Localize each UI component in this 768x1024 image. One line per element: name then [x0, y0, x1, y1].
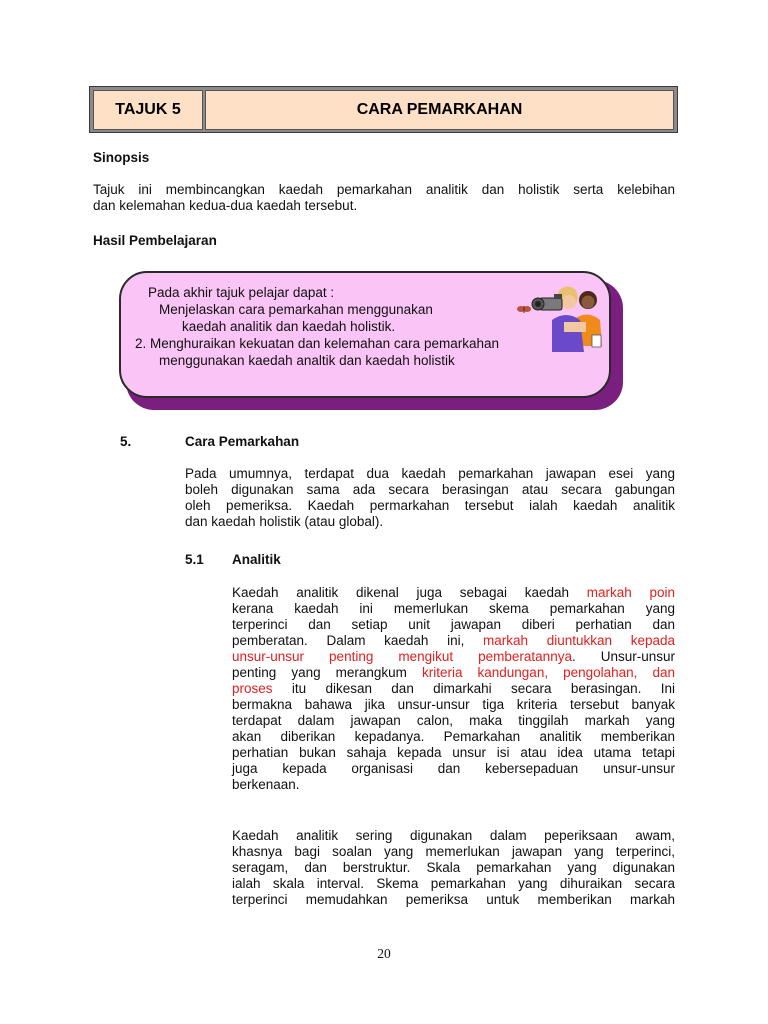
section-5-number: 5. — [120, 434, 132, 449]
paragraph-line: terperinci memudahkan pemeriksa untuk memberikan markah — [232, 892, 675, 907]
section-5-1-title: Analitik — [232, 552, 281, 567]
paragraph-line — [232, 649, 675, 665]
sinopsis-heading: Sinopsis — [93, 150, 150, 165]
highlight-text: markah poin — [586, 585, 675, 600]
paragraph-line: akan diberikan kepadanya. Pemarkahan analitik memberikan — [232, 729, 675, 744]
highlight-text: proses — [232, 681, 273, 696]
text-run: . Unsur-unsur — [571, 649, 676, 664]
text-run: Kaedah analitik dikenal juga sebagai kaedah — [232, 585, 570, 600]
paragraph-line: juga kepada organisasi dan kebersepaduan unsur-unsur — [232, 761, 675, 776]
paragraph-line: seragam, dan berstruktur. Skala pemarkahan yang digunakan — [232, 860, 675, 875]
students-with-camera-icon — [514, 280, 604, 360]
analitik-paragraph-1 — [232, 585, 675, 793]
highlight-text: kriteria kandungan, pengolahan, dan — [421, 665, 675, 680]
paragraph-line — [232, 585, 675, 601]
section-5-paragraph — [185, 466, 675, 530]
text-run: pemberatan. Dalam kaedah ini, — [232, 633, 465, 648]
paragraph-line: oleh pemeriksa. Kaedah permarkahan tersebut ialah kaedah analitik — [185, 498, 675, 513]
paragraph-line: berkenaan. — [232, 777, 300, 792]
analitik-paragraph-2 — [232, 828, 675, 908]
sinopsis-line: Tajuk ini membincangkan kaedah pemarkahan analitik dan holistik serta kelebihan — [93, 182, 675, 197]
hasil-heading: Hasil Pembelajaran — [93, 233, 217, 248]
section-5-1-number: 5.1 — [185, 552, 204, 567]
paragraph-line: bermakna bahawa jika unsur-unsur tiga kriteria tersebut banyak — [232, 697, 675, 712]
section-5-title: Cara Pemarkahan — [185, 434, 300, 449]
paragraph-line: kerana kaedah ini memerlukan skema pemarkahan yang — [232, 601, 675, 616]
highlight-text: markah diuntukkan kepada — [483, 633, 675, 648]
paragraph-line: perhatian bukan sahaja kepada unsur isi atau idea utama tetapi — [232, 745, 675, 760]
text-run: penting yang merangkum — [232, 665, 407, 680]
paragraph-line — [232, 681, 675, 697]
objectives-intro: Pada akhir tajuk pelajar dapat : — [148, 285, 335, 300]
paragraph-line: terperinci dan setiap unit jawapan diberi perhatian dan — [232, 617, 675, 632]
objective-1-line2: kaedah analitik dan kaedah holistik. — [182, 319, 396, 334]
tajuk-label: TAJUK 5 — [93, 90, 203, 130]
page-number: 20 — [377, 946, 391, 961]
highlight-text: unsur-unsur penting mengikut pemberatannya — [232, 649, 572, 664]
paragraph-line: Pada umumnya, terdapat dua kaedah pemarkahan jawapan esei yang — [185, 466, 675, 481]
paragraph-line: khasnya bagi soalan yang memerlukan jawapan yang terperinci, — [232, 844, 675, 859]
paragraph-line — [232, 665, 675, 681]
sinopsis-text — [93, 182, 675, 214]
butterfly-icon — [517, 306, 531, 313]
text-run: itu dikesan dan dimarkahi secara berasingan. Ini — [291, 681, 675, 696]
paragraph-line: boleh digunakan sama ada secara berasingan atau secara gabungan — [185, 482, 675, 497]
objective-2-line1: 2. Menghuraikan kekuatan dan kelemahan cara pemarkahan — [135, 336, 499, 351]
objective-1-line1: Menjelaskan cara pemarkahan menggunakan — [159, 302, 433, 317]
paragraph-line: dan kaedah holistik (atau global). — [185, 514, 384, 529]
topic-title: CARA PEMARKAHAN — [205, 90, 674, 130]
paragraph-line — [232, 633, 675, 649]
paragraph-line: Kaedah analitik sering digunakan dalam peperiksaan awam, — [232, 828, 675, 843]
paragraph-line: ialah skala interval. Skema pemarkahan yang dihuraikan secara — [232, 876, 675, 891]
sinopsis-line: dan kelemahan kedua-dua kaedah tersebut. — [93, 198, 358, 213]
paragraph-line: terdapat dalam jawapan calon, maka tinggilah markah yang — [232, 713, 675, 728]
objective-2-line2: menggunakan kaedah analtik dan kaedah holistik — [159, 353, 455, 368]
